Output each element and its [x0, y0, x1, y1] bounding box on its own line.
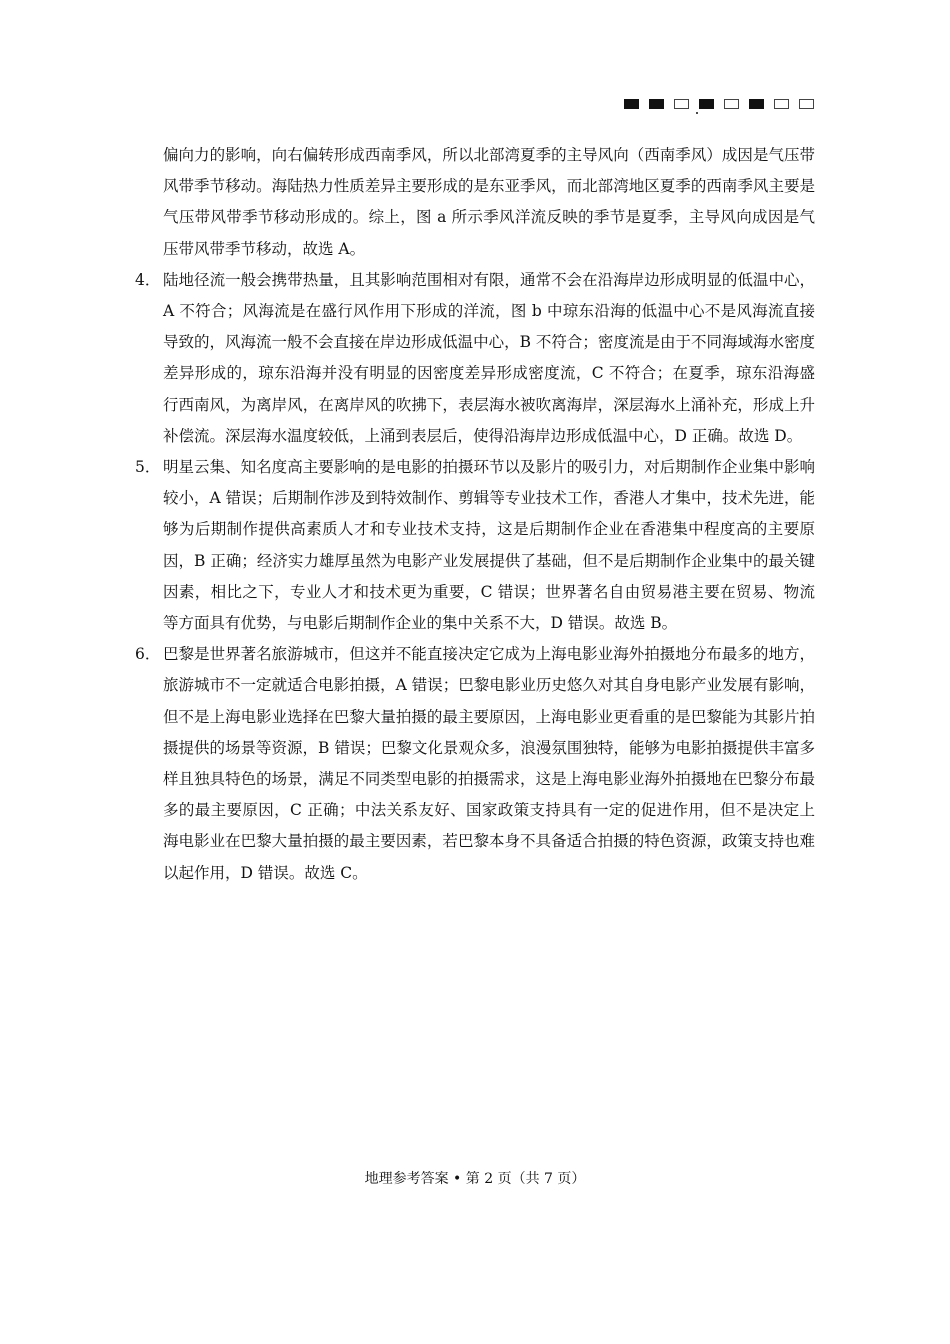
item-number: 5． — [135, 458, 161, 477]
item-text: 陆地径流一般会携带热量，且其影响范围相对有限，通常不会在沿海岸边形成明显的低温中心，A 不符合；风海流是在盛行风作用下形成的洋流，图 b 中琼东沿海的低温中心不是风海流直接导致的，风海流一般不会直接在岸边形成低温中心，B 不符合；密度流是由于不同海域海水密度差异形成的，琼东沿海并没有明显的因密度差异形成密度流，C 不符合；在夏季，琼东沿海盛行西南风，为离岸风，在离岸风的吹拂下，表层海水被吹离海岸，深层海水上涌补充，形成上升补偿流。深层海水温度较低，上涌到表层后，使得沿海岸边形成低温中心，D 正确。故选 D。 — [163, 270, 815, 445]
item-number: 6． — [135, 645, 161, 664]
item-number: 4． — [135, 270, 161, 289]
header-mark — [799, 99, 814, 109]
header-mark — [699, 99, 714, 109]
page-footer: 地理参考答案 • 第 2 页（共 7 页） — [364, 1171, 586, 1187]
header-mark — [749, 99, 764, 109]
header-mark — [649, 99, 664, 109]
header-mark — [624, 99, 639, 109]
answer-content — [135, 140, 815, 889]
header-marks — [624, 99, 824, 111]
item-text: 明星云集、知名度高主要影响的是电影的拍摄环节以及影片的吸引力，对后期制作企业集中影响较小，A 错误；后期制作涉及到特效制作、剪辑等专业技术工作，香港人才集中，技术先进，能够为后期制作提供高素质人才和专业技术支持，这是后期制作企业在香港集中程度高的主要原因，B 正确；经济实力雄厚虽然为电影产业发展提供了基础，但不是后期制作企业集中的最关键因素，相比之下，专业人才和技术更为重要，C 错误；世界著名自由贸易港主要在贸易、物流等方面具有优势，与电影后期制作企业的集中关系不大，D 错误。故选 B。 — [163, 458, 815, 633]
header-mark — [774, 99, 789, 109]
item-text: 巴黎是世界著名旅游城市，但这并不能直接决定它成为上海电影业海外拍摄地分布最多的地方，旅游城市不一定就适合电影拍摄，A 错误；巴黎电影业历史悠久对其自身电影产业发展有影响，但不是上海电影业选择在巴黎大量拍摄的最主要原因，上海电影业更看重的是巴黎能为其影片拍摄提供的场景等资源，B 错误；巴黎文化景观众多，浪漫氛围独特，能够为电影拍摄提供丰富多样且独具特色的场景，满足不同类型电影的拍摄需求，这是上海电影业海外拍摄地在巴黎分布最多的最主要原因，C 正确；中法关系友好、国家政策支持具有一定的促进作用，但不是决定上海电影业在巴黎大量拍摄的最主要因素，若巴黎本身不具备适合拍摄的特色资源，政策支持也难以起作用，D 错误。故选 C。 — [163, 645, 815, 882]
answer-item-4 — [135, 265, 815, 452]
answer-item-6 — [135, 639, 815, 889]
header-dot — [696, 112, 698, 114]
header-mark — [674, 99, 689, 109]
intro-paragraph: 偏向力的影响，向右偏转形成西南季风，所以北部湾夏季的主导风向（西南季风）成因是气压带风带季节移动。海陆热力性质差异主要形成的是东亚季风，而北部湾地区夏季的西南季风主要是气压带风带季节移动形成的。综上，图 a 所示季风洋流反映的季节是夏季，主导风向成因是气压带风带季节移动，故选 A。 — [163, 146, 815, 258]
header-mark — [724, 99, 739, 109]
answer-item-5 — [135, 452, 815, 639]
